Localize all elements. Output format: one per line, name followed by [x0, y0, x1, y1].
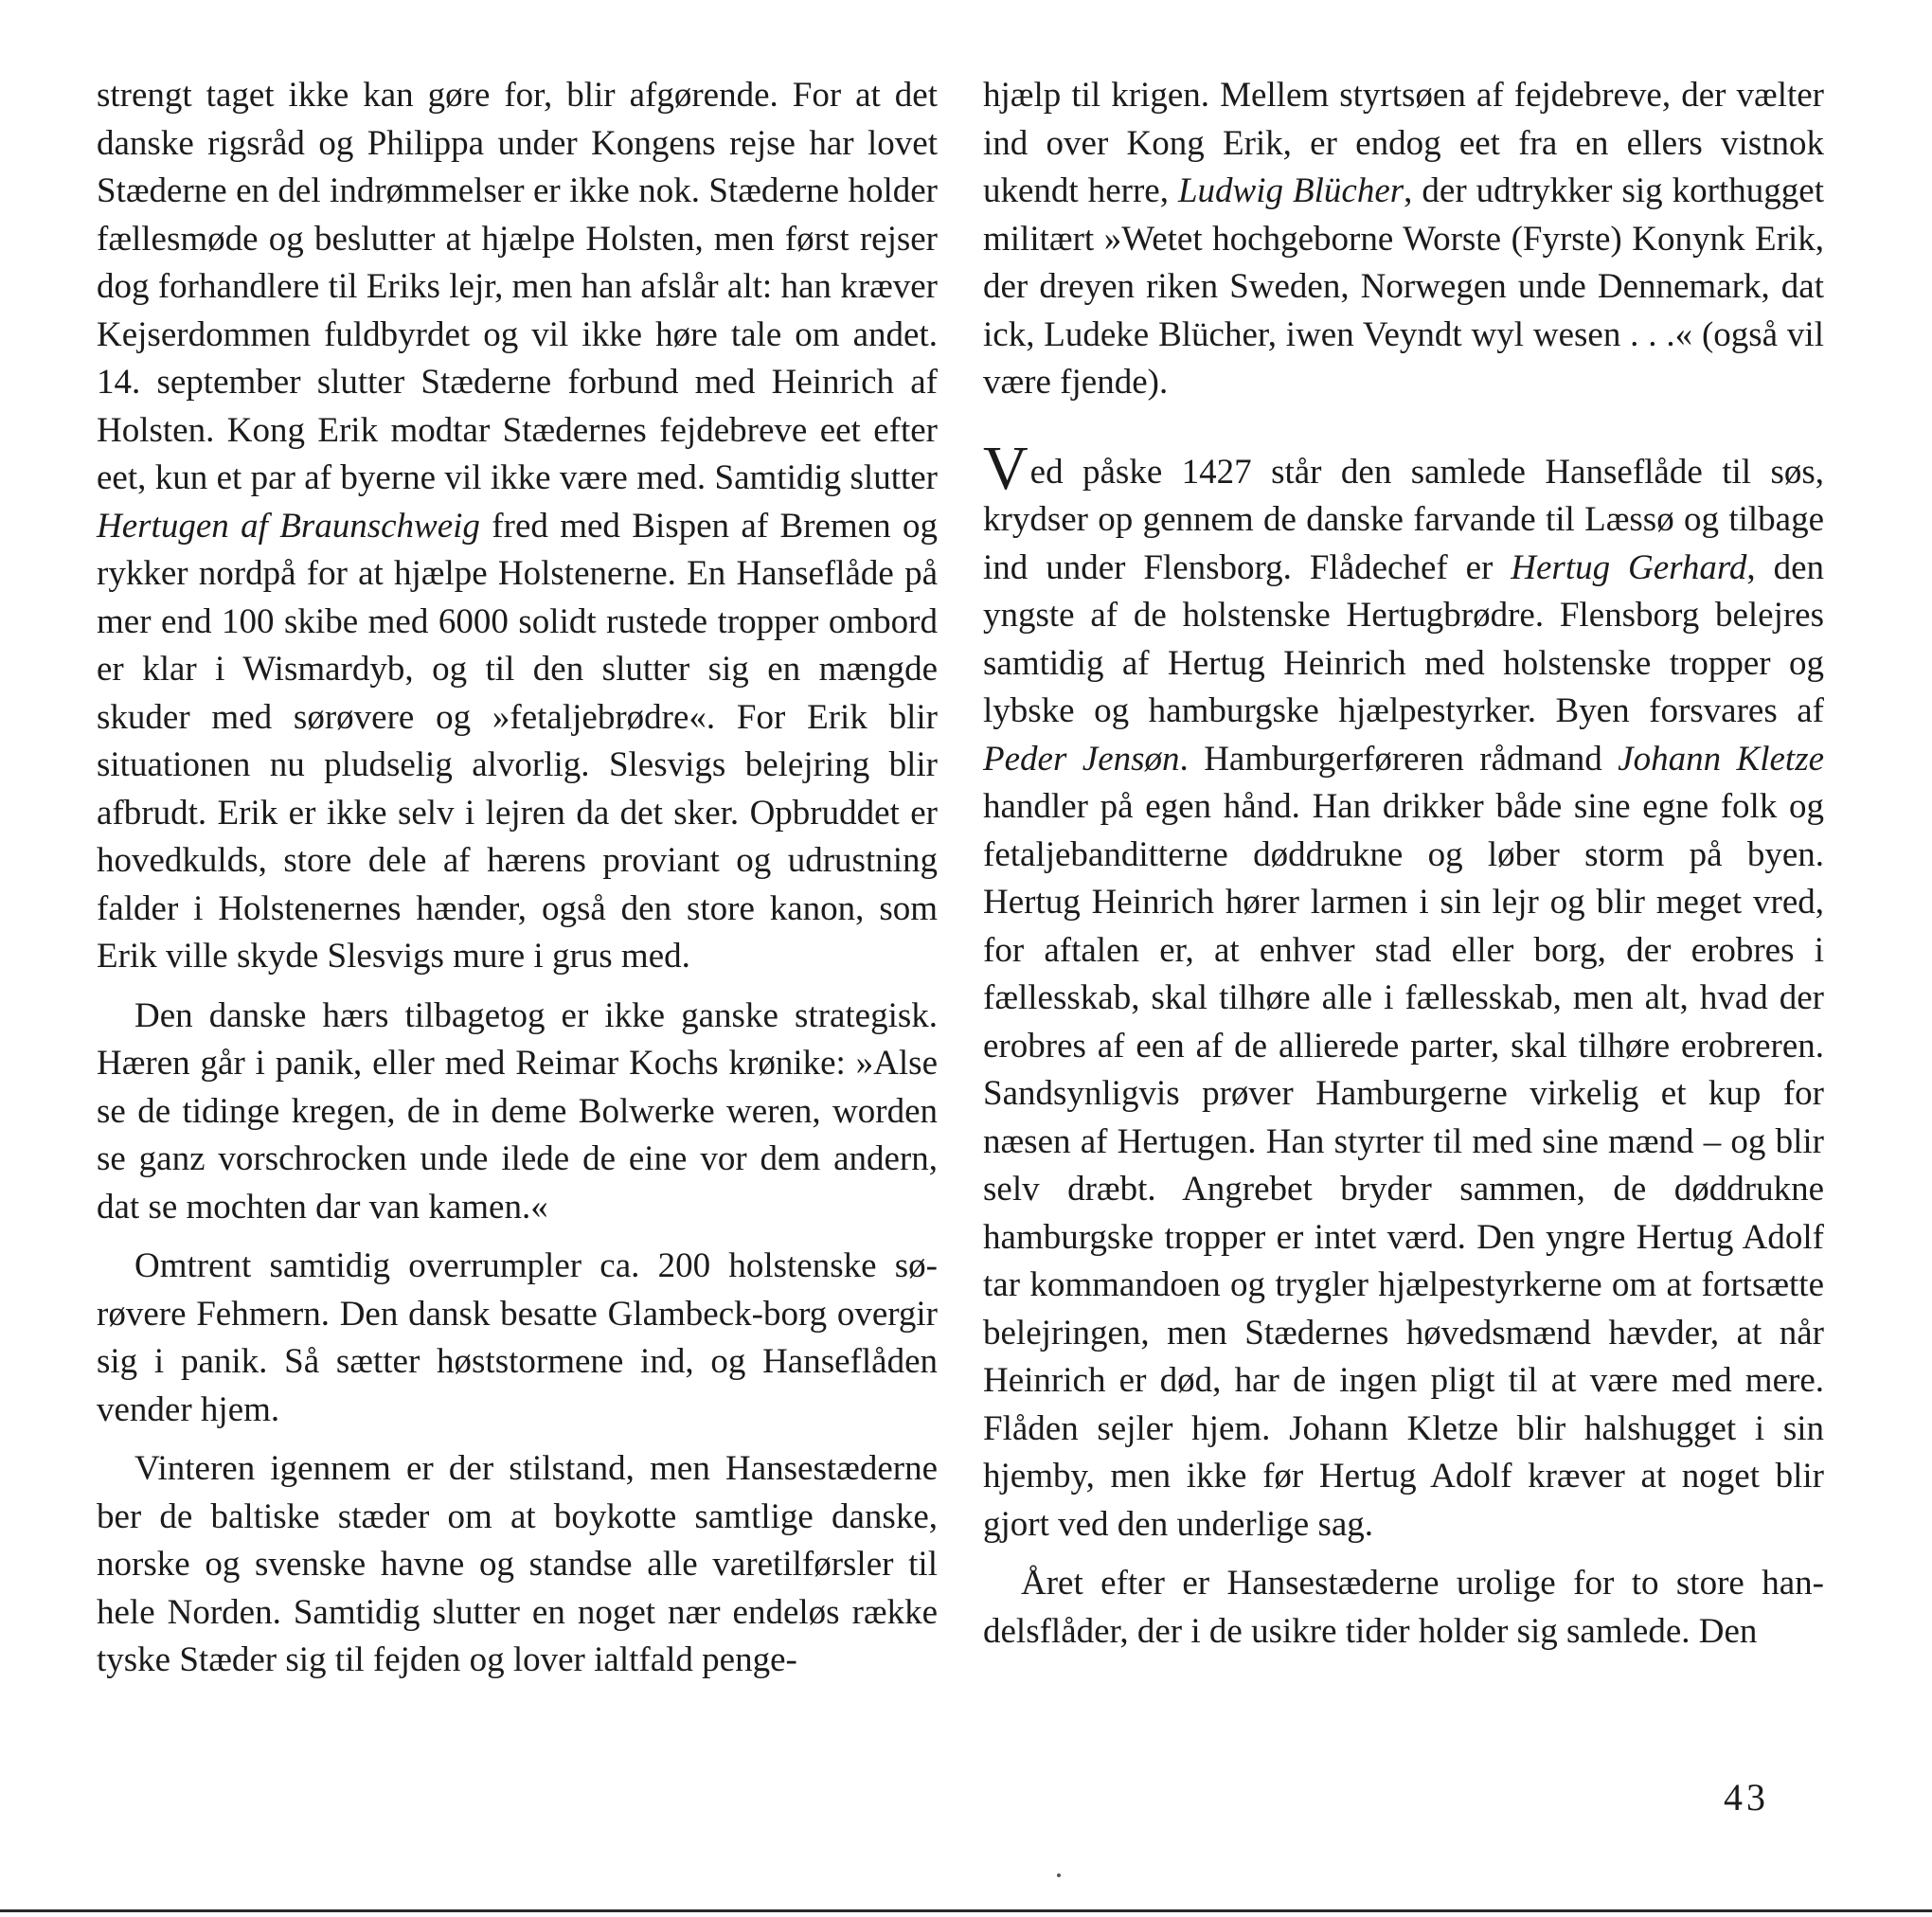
page-number: 43: [1724, 1776, 1769, 1818]
italic-name: Peder Jensøn: [983, 739, 1180, 779]
paragraph-text: ed påske 1427 står den samlede Hanseflåde til søs, krydser op gennem de danske farvande til Læssø og tilbage ind under Flensborg. Flådechef er: [983, 452, 1824, 587]
paragraph: [983, 72, 1824, 407]
paragraph: [97, 72, 938, 981]
paragraph-text: hjælp til krigen. Mellem styrtsøen af fejdebreve, der vælter ind over Kong Erik, er endog eet fra en ellers vistnok ukendt herre,: [983, 76, 1824, 210]
paragraph-text: fred med Bispen af Bremen og rykker nordpå for at hjælpe Holstenerne. En Hanseflåde på mer end 100 skibe med 6000 solidt rustede tropper ombord er klar i Wismardyb, og til den slutter sig en mængde skuder med sørøvere og »fetaljebrødre«. For Erik blir situationen nu pludselig alvorlig. Slesvigs belejring blir afbrudt. Erik er ikke selv i lejren da det sker. Opbruddet er hovedkulds, store dele af hærens proviant og udrustning falder i Holstenernes hænder, også den store kanon, som Erik ville skyde Slesvigs mure i grus med.: [97, 506, 938, 976]
paragraph-text: strengt taget ikke kan gøre for, blir afgørende. For at det danske rigsråd og Philippa under Kongens rejse har lovet Stæderne en del indrømmelser er ikke nok. Stæderne holder fællesmøde og beslutter at hjælpe Holsten, men først rejser dog forhandlere til Eriks lejr, men han afslår alt: han kræver Kejserdommen fuldbyrdet og vil ikke høre tale om andet. 14. september slutter Stæderne forbund med Heinrich af Holsten. Kong Erik modtar Stædernes fejdebreve eet efter eet, kun et par af byerne vil ikke være med. Samtidig slutter: [97, 76, 938, 497]
paragraph-text: , der udtrykker sig korthugget militært »Wetet hochgeborne Worste (Fyrste) Konynk Erik, der dreyen riken Sweden, Norwegen unde Dennemark, dat ick, Ludeke Blücher, iwen Veyndt wyl wesen . . .« (også vil være fjende).: [983, 171, 1824, 402]
right-text-column: [983, 72, 1824, 1667]
paragraph: Året efter er Hansestæderne urolige for to store handelsflåder, der i de usikre tider holder sig samlede. Den: [983, 1564, 1824, 1651]
left-text-column: [97, 72, 938, 1696]
page-bottom-edge: [0, 1909, 1932, 1912]
italic-name: Ludwig Blücher: [1177, 171, 1404, 210]
paragraph: Den danske hærs tilbagetog er ikke ganske strategisk. Hæren går i panik, eller med Reimar Kochs krønike: »Alse se de tidinge kregen, de in deme Bolwerke weren, worden se ganz vorschrocken unde ilede de eine vor dem andern, dat se mochten dar van kamen.«: [97, 995, 938, 1227]
paragraph-section-start: [983, 433, 1825, 1550]
paragraph-text: handler på egen hånd. Han drikker både sine egne folk og fetaljebanditterne døddrukne og løber storm på byen. Hertug Heinrich hører larmen i sin lejr og blir meget vred, for aftalen er, at enhver stad eller borg, der erobres i fællesskab, skal tilhøre alle i fællesskab, men alt, hvad der erobres af een af de allierede parter, skal tilhøre erobreren. Sandsynligvis prøver Hamburgerne virkelig et kup for næsen af Hertugen. Han styrter til med sine mænd – og blir selv dræbt. Angrebet bryder sammen, de døddrukne hamburgske tropper er intet værd. Den yngre Hertug Adolf tar kommandoen og trygler hjælpestyrkerne om at fortsætte belejringen, men Stædernes høvedsmænd hævder, at når Heinrich er død, har de ingen pligt til at være med mere. Flåden sejler hjem. Johann Kletze blir halshugget i sin hjemby, men ikke før Hertug Adolf kræver at noget blir gjort ved den underlige sag.: [983, 787, 1824, 1544]
paragraph: Vinteren igennem er der stilstand, men Hansestæderne ber de baltiske stæder om at boykotte samtlige danske, norske og svenske havne og standse alle varetilførsler til hele Norden. Samtidig slutter en noget nær endeløs række tyske Stæder sig til fejden og lover ialtfald penge-: [97, 1449, 938, 1679]
drop-cap: V: [983, 433, 1029, 503]
speck: [1057, 1873, 1061, 1877]
paragraph: Omtrent samtidig overrumpler ca. 200 holstenske sørøvere Fehmern. Den dansk besatte Glambeck-borg overgir sig i panik. Så sætter høststormene ind, og Hanseflåden vender hjem.: [97, 1246, 938, 1429]
italic-name: Hertugen af Braunschweig: [97, 506, 480, 546]
italic-name: Johann Kletze: [1618, 739, 1825, 779]
paragraph-text: . Hamburgerføreren rådmand: [1179, 739, 1602, 779]
italic-name: Hertug Gerhard: [1511, 547, 1747, 587]
paragraph-text: , den yngste af de holstenske Hertugbrødre. Flensborg belejres samtidig af Hertug Heinrich med holstenske tropper og lybske og hamburgske hjælpestyrker. Byen forsvares af: [983, 547, 1825, 730]
